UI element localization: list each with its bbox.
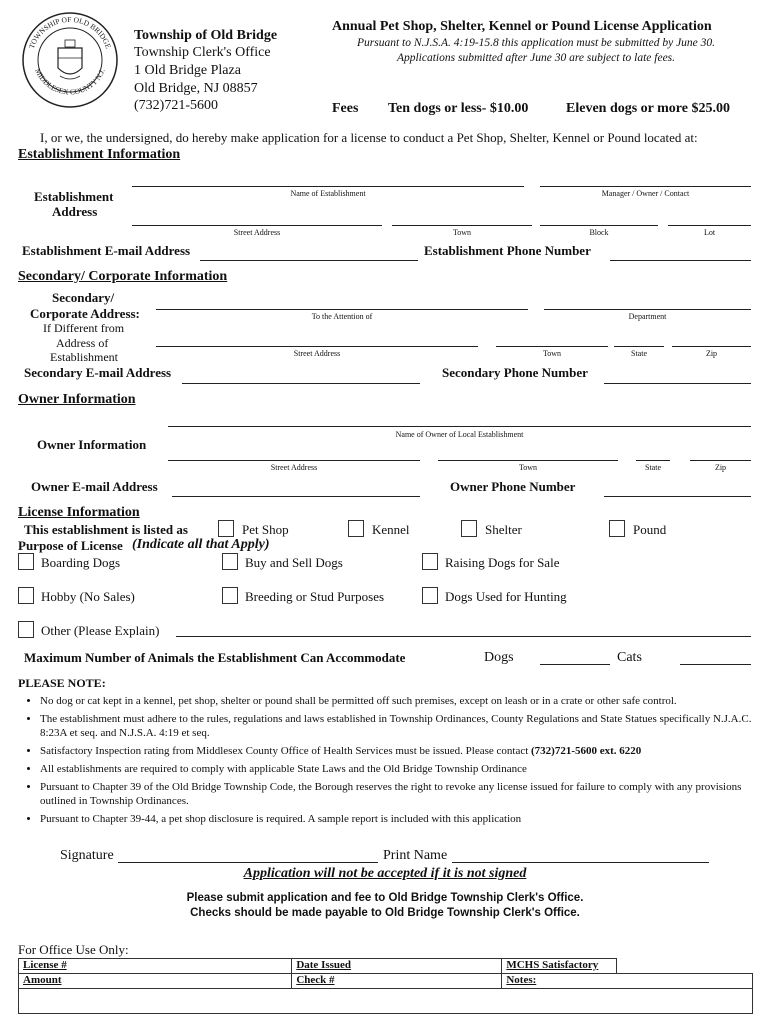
seal-bottom-text: MIDDLESEX COUNTY N.J. [33, 67, 107, 97]
owner-town-field[interactable] [438, 460, 618, 461]
secondary-label1: Secondary/ [52, 290, 115, 305]
cap-lot: Lot [703, 228, 716, 237]
label-hunting: Dogs Used for Hunting [445, 589, 567, 604]
svg-text:TOWNSHIP OF OLD BRIDGE [27, 15, 113, 50]
lot-field[interactable] [668, 225, 751, 226]
seal-top-text: TOWNSHIP OF OLD BRIDGE [26, 14, 114, 50]
office-phone: (732)721-5600 [134, 98, 218, 113]
cap-attention: To the Attention of [311, 312, 373, 321]
mchs-label: MCHS Satisfactory [506, 959, 599, 971]
secondary-phone-label: Secondary Phone Number [442, 365, 588, 380]
secondary-street-field[interactable] [156, 346, 478, 347]
note-text: No dog or cat kept in a kennel, pet shop, shelter or pound shall be permitted off such premises, except on leash or in a crate or other safe control. [40, 695, 677, 707]
office-blank-cell[interactable] [19, 989, 753, 1014]
cap-owner-street: Street Address [270, 463, 318, 472]
attention-field[interactable] [156, 309, 528, 310]
office-use-heading: For Office Use Only: [18, 942, 129, 957]
checkbox-buy-sell-dogs[interactable] [222, 553, 238, 570]
owner-phone-label: Owner Phone Number [450, 479, 576, 494]
health-contact-phone: (732)721-5600 ext. 6220 [531, 745, 642, 757]
label-other: Other (Please Explain) [41, 623, 160, 638]
print-name-label: Print Name [383, 848, 448, 863]
submit-instruction: Please submit application and fee to Old Bridge Township Clerk's Office. [186, 892, 584, 904]
office-name: Township of Old Bridge [134, 28, 278, 43]
amount-cell[interactable] [19, 974, 292, 989]
purpose-note: (Indicate all that Apply) [132, 537, 270, 552]
checkbox-shelter[interactable] [461, 520, 477, 537]
max-animals-label: Maximum Number of Animals the Establishment Can Accommodate [24, 650, 406, 665]
cap-sec-zip: Zip [705, 349, 718, 358]
signature-field[interactable] [118, 862, 378, 863]
fees-label: Fees [332, 101, 359, 116]
note-text: Satisfactory Inspection rating from Middlesex County Office of Health Services must be issued. Please contact [40, 745, 529, 757]
notes-cell[interactable] [502, 974, 753, 989]
cats-label: Cats [617, 650, 642, 665]
other-explain-field[interactable] [176, 636, 751, 637]
dogs-count-field[interactable] [540, 664, 610, 665]
establishment-town-field[interactable] [392, 225, 532, 226]
mchs-cell[interactable] [502, 959, 617, 974]
establishment-address-label2: Address [52, 204, 98, 219]
manager-field[interactable] [540, 186, 751, 187]
secondary-heading: Secondary/ Corporate Information [18, 269, 228, 284]
establishment-phone-label: Establishment Phone Number [424, 243, 591, 258]
note-item [40, 780, 770, 808]
note-item [40, 712, 770, 740]
checkbox-hobby[interactable] [18, 587, 34, 604]
notes-list [18, 694, 770, 830]
notes-label: Notes: [506, 974, 537, 986]
establishment-phone-field[interactable] [610, 260, 751, 261]
fee-ten-dogs: Ten dogs or less- $10.00 [388, 101, 529, 116]
owner-zip-field[interactable] [690, 460, 751, 461]
owner-info-label: Owner Information [37, 437, 147, 452]
office-use-table [18, 958, 753, 1014]
form-subtitle1: Pursuant to N.J.S.A. 4:19-15.8 this application must be submitted by June 30. [356, 37, 716, 49]
check-number-label: Check # [296, 974, 335, 986]
cap-street: Street Address [233, 228, 281, 237]
secondary-note1: If Different from [43, 321, 125, 335]
label-breeding: Breeding or Stud Purposes [245, 589, 385, 604]
checkbox-other[interactable] [18, 621, 34, 638]
cap-owner-state: State [645, 463, 661, 472]
note-text: Pursuant to Chapter 39 of the Old Bridge Township Code, the Borough reserves the right to revoke any license issued for failure to comply with any provisions outlined in Township Ordinances. [40, 781, 742, 807]
cap-establishment-name: Name of Establishment [290, 189, 366, 198]
checkbox-pound[interactable] [609, 520, 625, 537]
cap-sec-street: Street Address [293, 349, 341, 358]
check-instruction: Checks should be made payable to Old Bridge Township Clerk's Office. [190, 907, 580, 919]
form-title: Annual Pet Shop, Shelter, Kennel or Pound License Application [332, 19, 712, 34]
label-pet-shop: Pet Shop [242, 522, 289, 537]
note-item [40, 762, 770, 776]
label-pound: Pound [633, 522, 667, 537]
office-dept: Township Clerk's Office [134, 45, 271, 60]
cats-count-field[interactable] [680, 664, 751, 665]
date-issued-cell[interactable] [292, 959, 502, 974]
secondary-note2: Address of [56, 336, 109, 350]
township-seal [20, 10, 120, 110]
label-shelter: Shelter [485, 522, 522, 537]
license-number-cell[interactable] [19, 959, 292, 974]
cap-owner-zip: Zip [714, 463, 727, 472]
checkbox-boarding-dogs[interactable] [18, 553, 34, 570]
license-heading: License Information [18, 505, 140, 520]
note-text: The establishment must adhere to the rules, regulations and laws established in Township Ordinances, County Regulations and State Statues specifically N.J.A.C. 8:23A et seq. and N.J.S.A. 4:19 et seq. [40, 713, 752, 739]
checkbox-breeding[interactable] [222, 587, 238, 604]
secondary-email-label: Secondary E-mail Address [24, 365, 172, 380]
cap-manager: Manager / Owner / Contact [601, 189, 690, 198]
checkbox-raising-dogs[interactable] [422, 553, 438, 570]
establishment-email-label: Establishment E-mail Address [22, 243, 191, 258]
secondary-label2: Corporate Address: [30, 306, 140, 321]
cap-department: Department [628, 312, 667, 321]
establishment-name-field[interactable] [132, 186, 524, 187]
checkbox-pet-shop[interactable] [218, 520, 234, 537]
secondary-phone-field[interactable] [604, 383, 751, 384]
label-hobby: Hobby (No Sales) [41, 589, 135, 604]
owner-phone-field[interactable] [604, 496, 751, 497]
note-item [40, 744, 770, 758]
note-text: Pursuant to Chapter 39-44, a pet shop disclosure is required. A sample report is included with this application [40, 813, 522, 825]
amount-label: Amount [23, 974, 62, 986]
note-item [40, 694, 770, 708]
label-buy-sell-dogs: Buy and Sell Dogs [245, 555, 343, 570]
purpose-label: Purpose of License [18, 538, 123, 553]
license-number-label: License # [23, 959, 67, 971]
listed-as-label: This establishment is listed as [24, 522, 188, 537]
form-subtitle2: Applications submitted after June 30 are subject to late fees. [396, 52, 676, 64]
secondary-note3: Establishment [50, 350, 118, 364]
establishment-email-field[interactable] [200, 260, 418, 261]
establishment-heading: Establishment Information [18, 147, 181, 162]
establishment-street-field[interactable] [132, 225, 382, 226]
label-boarding-dogs: Boarding Dogs [41, 555, 121, 570]
office-address2: Old Bridge, NJ 08857 [134, 81, 258, 96]
owner-state-field[interactable] [636, 460, 670, 461]
note-text: All establishments are required to comply with applicable State Laws and the Old Bridge Township Ordinance [40, 763, 527, 775]
owner-heading: Owner Information [18, 392, 136, 407]
check-number-cell[interactable] [292, 974, 502, 989]
cap-town: Town [452, 228, 472, 237]
block-field[interactable] [540, 225, 658, 226]
date-issued-label: Date Issued [296, 959, 352, 971]
secondary-email-field[interactable] [182, 383, 420, 384]
checkbox-kennel[interactable] [348, 520, 364, 537]
office-address1: 1 Old Bridge Plaza [134, 63, 241, 78]
secondary-zip-field[interactable] [672, 346, 751, 347]
print-name-field[interactable] [452, 862, 709, 863]
cap-sec-town: Town [542, 349, 562, 358]
mchs-value-cell[interactable] [617, 959, 753, 974]
establishment-address-label: Establishment [34, 189, 114, 204]
owner-street-field[interactable] [168, 460, 420, 461]
checkbox-hunting[interactable] [422, 587, 438, 604]
dogs-label: Dogs [484, 650, 514, 665]
cap-sec-state: State [631, 349, 647, 358]
secondary-town-field[interactable] [496, 346, 608, 347]
owner-name-field[interactable] [168, 426, 751, 427]
department-field[interactable] [544, 309, 751, 310]
secondary-state-field[interactable] [614, 346, 664, 347]
notes-heading: PLEASE NOTE: [18, 676, 106, 690]
label-raising-dogs: Raising Dogs for Sale [445, 555, 560, 570]
svg-text:MIDDLESEX COUNTY N.J. [33, 67, 107, 96]
intro-text: I, or we, the undersigned, do hereby make application for a license to conduct a Pet Shop, Shelter, Kennel or Pound located at: [40, 130, 698, 145]
label-kennel: Kennel [372, 522, 410, 537]
owner-email-label: Owner E-mail Address [31, 479, 158, 494]
owner-email-field[interactable] [172, 496, 420, 497]
cap-block: Block [589, 228, 609, 237]
signature-label: Signature [60, 848, 114, 863]
fee-eleven-dogs: Eleven dogs or more $25.00 [566, 101, 730, 116]
note-item [40, 812, 770, 826]
signature-warning: Application will not be accepted if it is not signed [243, 866, 527, 881]
cap-owner-town: Town [518, 463, 538, 472]
cap-owner-name: Name of Owner of Local Establishment [395, 430, 524, 439]
